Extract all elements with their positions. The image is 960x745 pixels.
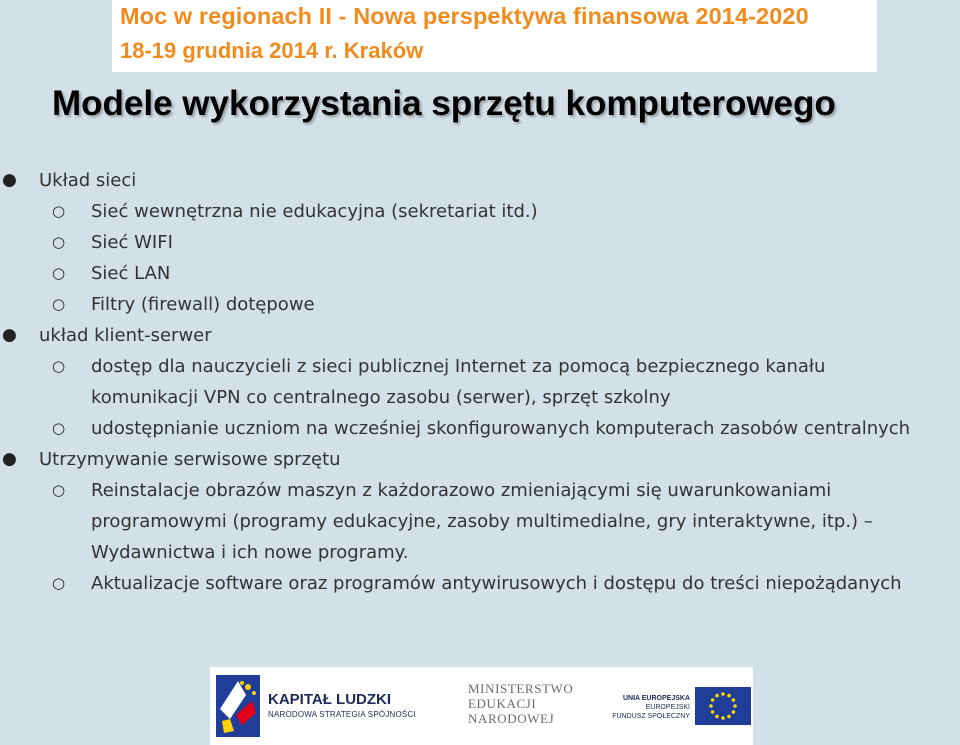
hollow-bullet-icon: ○ [52,233,66,251]
eu-label-line: FUNDUSZ SPOŁECZNY [612,713,690,720]
kapital-ludzki-subtitle: NARODOWA STRATEGIA SPÓJNOŚCI [268,710,416,719]
list-item-text: Aktualizacje software oraz programów antywirusowych i dostępu do treści niepożądanych [91,573,902,594]
sponsor-logos-bar [210,667,753,745]
ministry-line: NARODOWEJ [468,711,555,726]
eu-star [715,715,719,719]
slide-title: Modele wykorzystania sprzętu komputerowego [52,84,836,123]
list-item [0,289,960,320]
list-item-text: dostęp dla nauczycieli z sieci publicznej Internet za pomocą bezpiecznego kanału komunikacji VPN co centralnego zasobu (serwer), sprzęt szkolny [91,356,826,408]
eu-star [721,716,725,720]
hollow-bullet-icon: ○ [52,481,66,499]
event-banner [112,0,877,72]
hollow-bullet-icon: ○ [52,295,66,313]
list-item-text: Reinstalacje obrazów maszyn z każdorazowo zmieniającymi się uwarunkowaniami programowymi (programy edukacyjne, zasoby multimedialne, gry interaktywne, itp.) – Wydawnictwa i ich nowe programy. [91,480,873,563]
list-item [0,475,960,568]
ministry-logo [468,681,578,726]
hollow-bullet-icon: ○ [52,419,66,437]
eu-label [610,694,690,721]
ministry-line: EDUKACJI [468,696,537,711]
eu-star [727,694,731,698]
kapital-ludzki-logo-icon [216,675,260,737]
kapital-ludzki-title: KAPITAŁ LUDZKI [268,691,392,708]
list-item-text: Sieć wewnętrzna nie edukacyjna (sekretariat itd.) [91,201,538,222]
list-item [0,196,960,227]
banner-title: Moc w regionach II - Nowa perspektywa finansowa 2014-2020 [120,3,809,29]
list-item-section-3 [0,444,960,475]
ministry-line: MINISTERSTWO [468,681,574,696]
eu-star [727,715,731,719]
hollow-bullet-icon: ○ [52,574,66,592]
list-item [0,227,960,258]
list-item-text: Filtry (firewall) dotępowe [91,294,315,315]
filled-bullet-icon: ● [2,325,17,345]
filled-bullet-icon: ● [2,449,17,469]
list-item [0,351,960,413]
list-item [0,568,960,599]
list-item-text: układ klient-serwer [39,325,212,346]
eu-star [732,710,736,714]
list-item-text: udostępnianie uczniom na wcześniej skonfigurowanych komputerach zasobów centralnych [91,418,911,439]
eu-star [711,710,715,714]
list-item-text: Sieć LAN [91,263,171,284]
list-item-section-2 [0,320,960,351]
list-item [0,413,960,444]
banner-date: 18-19 grudnia 2014 r. Kraków [120,38,424,63]
eu-star [732,698,736,702]
eu-label-line: EUROPEJSKI [645,704,690,711]
eu-star [721,692,725,696]
bullet-list [0,165,960,599]
eu-star [709,704,713,708]
eu-star [715,694,719,698]
hollow-bullet-icon: ○ [52,264,66,282]
list-item [0,258,960,289]
eu-label-line: UNIA EUROPEJSKA [622,695,690,702]
list-item-text: Układ sieci [39,170,137,191]
list-item-text: Utrzymywanie serwisowe sprzętu [39,449,341,470]
eu-star [733,704,737,708]
filled-bullet-icon: ● [2,170,17,190]
eu-star [711,698,715,702]
hollow-bullet-icon: ○ [52,357,66,375]
eu-flag-icon [695,687,751,725]
list-item-text: Sieć WIFI [91,232,173,253]
hollow-bullet-icon: ○ [52,202,66,220]
list-item-section-1 [0,165,960,196]
